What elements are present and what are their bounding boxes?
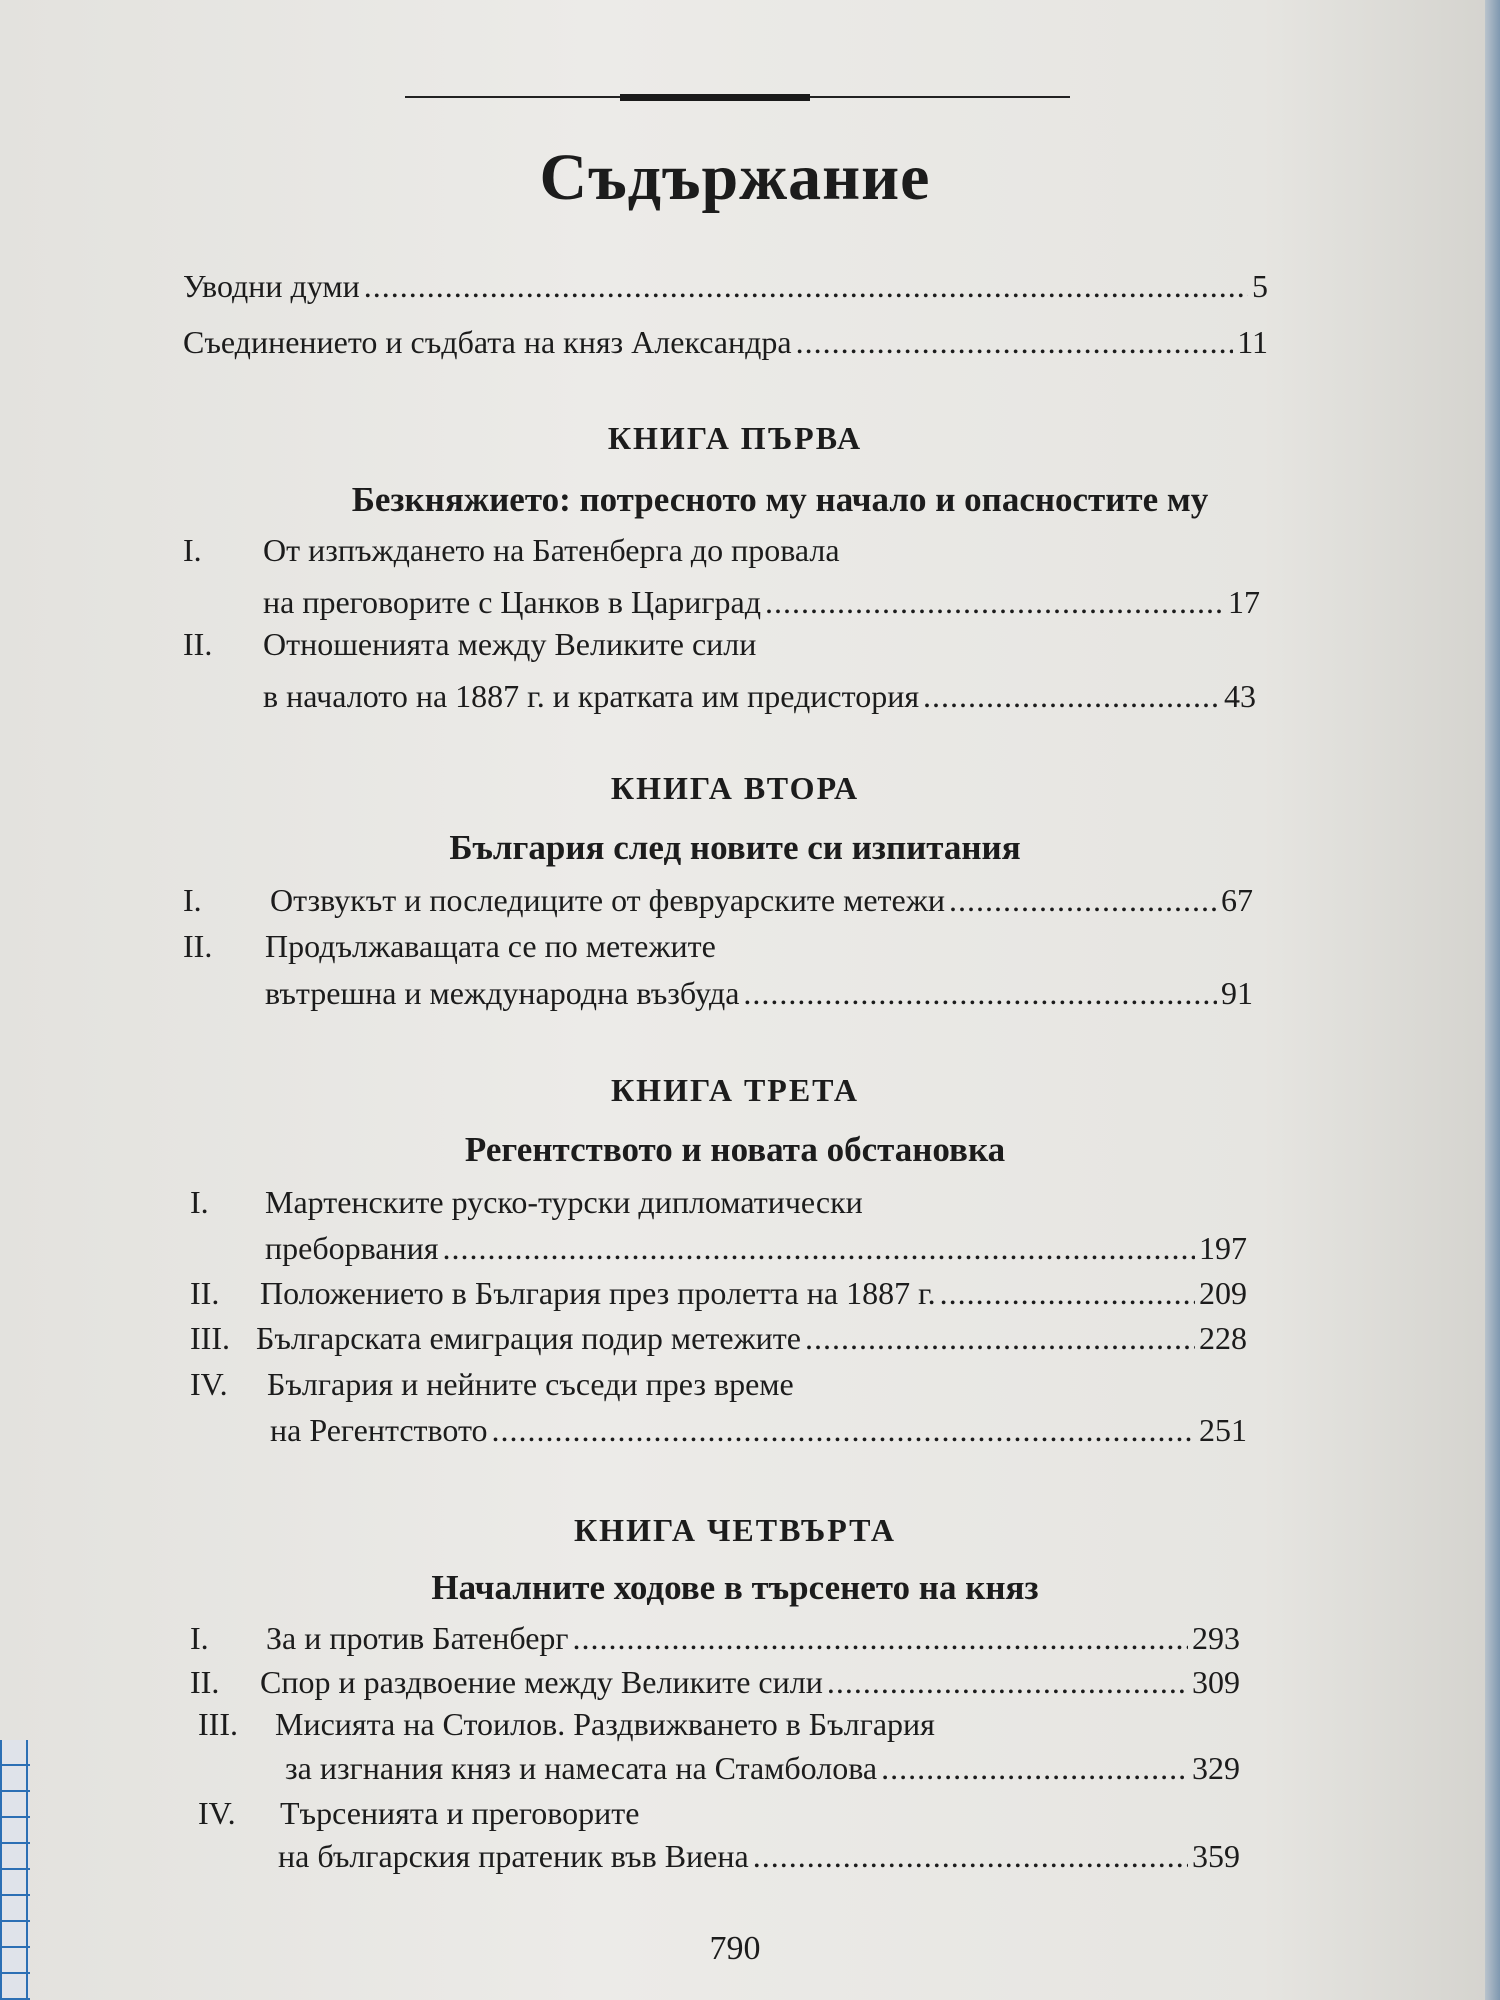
dot-leader <box>492 1412 1195 1449</box>
chapter-number: IV. <box>198 1795 236 1831</box>
dot-leader <box>923 678 1220 715</box>
chapter-line: Продължаващата се по метежите <box>265 928 716 964</box>
chapter-line: преборвания <box>265 1230 439 1266</box>
toc-entry-text: Съединението и съдбата на княз Александра <box>183 324 792 360</box>
toc-entry <box>183 268 1268 305</box>
chapter-line: на Регентството <box>270 1412 488 1448</box>
chapter-number: III. <box>198 1706 238 1742</box>
chapter-line: От изпъждането на Батенберга до провала <box>263 532 840 568</box>
book-subtitle: Безкняжието: потресното му начало и опасностите му <box>351 480 1209 519</box>
toc-entry <box>183 324 1268 361</box>
chapter-line: Мисията на Стоилов. Раздвижването в България <box>275 1706 935 1742</box>
book-heading: КНИГА ТРЕТА <box>610 1072 860 1108</box>
toc-page: 11 <box>1237 324 1268 360</box>
chapter-line: Спор и раздвоение между Великите сили <box>260 1664 823 1700</box>
toc-page: 359 <box>1192 1838 1240 1874</box>
dot-leader <box>881 1750 1188 1787</box>
toc-entry-text: Уводни думи <box>183 268 360 304</box>
toc-page: 251 <box>1199 1412 1247 1448</box>
chapter-line: Мартенските руско-турски дипломатически <box>265 1184 863 1220</box>
page-title: Съдържание <box>539 141 931 214</box>
book-heading: КНИГА ЧЕТВЪРТА <box>573 1512 897 1548</box>
chapter-number: II. <box>190 1275 220 1311</box>
chapter-number: I. <box>183 882 202 918</box>
toc-page: 293 <box>1192 1620 1240 1656</box>
chapter-line: в началото на 1887 г. и кратката им предистория <box>263 678 920 714</box>
toc-page: 209 <box>1199 1275 1247 1311</box>
chapter-line: на преговорите с Цанков в Цариград <box>263 584 762 620</box>
chapter-line: за изгнания княз и намесата на Стамболова <box>285 1750 878 1786</box>
dot-leader <box>364 268 1248 305</box>
toc-page: 91 <box>1221 975 1253 1011</box>
toc-page: 5 <box>1252 268 1268 304</box>
chapter-line: Търсенията и преговорите <box>280 1795 640 1831</box>
chapter-number: II. <box>183 626 213 662</box>
toc-entry <box>190 1664 1240 1701</box>
dot-leader <box>442 1230 1195 1267</box>
page-edge <box>1485 0 1500 2000</box>
chapter-line: Положението в България през пролетта на 1887 г. <box>260 1275 936 1311</box>
toc-page: 329 <box>1192 1750 1240 1786</box>
header-rule-accent <box>620 94 810 101</box>
page-number: 790 <box>709 1930 761 1967</box>
dot-leader <box>753 1838 1188 1875</box>
dot-leader <box>827 1664 1188 1701</box>
toc-page: 228 <box>1199 1320 1247 1356</box>
toc-entry <box>190 1320 1247 1357</box>
dot-leader <box>743 975 1217 1012</box>
toc-entry <box>270 1412 1247 1449</box>
toc-entry <box>278 1838 1240 1875</box>
chapter-line: Българската емиграция подир метежите <box>256 1320 801 1356</box>
toc-page: 67 <box>1221 882 1253 918</box>
toc-entry <box>263 678 1256 715</box>
toc-page: 43 <box>1224 678 1256 714</box>
dot-leader <box>949 882 1217 919</box>
chapter-line: на българския пратеник във Виена <box>278 1838 749 1874</box>
chapter-number: I. <box>183 532 202 568</box>
chapter-number: I. <box>190 1620 209 1656</box>
book-subtitle: България след новите си изпитания <box>449 828 1021 867</box>
chapter-number: I. <box>190 1184 209 1220</box>
chapter-number: II. <box>183 928 213 964</box>
chapter-line: вътрешна и международна възбуда <box>265 975 740 1011</box>
book-subtitle: Регентството и новата обстановка <box>464 1130 1006 1169</box>
dot-leader <box>573 1620 1188 1657</box>
dot-leader <box>805 1320 1195 1357</box>
toc-entry <box>183 882 1253 919</box>
toc-entry <box>263 584 1260 621</box>
chapter-line: Отзвукът и последиците от февруарските метежи <box>270 882 945 918</box>
toc-entry <box>265 975 1253 1012</box>
toc-entry <box>190 1275 1247 1312</box>
chapter-number: II. <box>190 1664 220 1700</box>
chapter-line: За и против Батенберг <box>266 1620 569 1656</box>
dot-leader <box>796 324 1234 361</box>
chapter-number: III. <box>190 1320 230 1356</box>
chapter-line: България и нейните съседи през време <box>267 1366 794 1402</box>
chapter-number: IV. <box>190 1366 228 1402</box>
chapter-line: Отношенията между Великите сили <box>263 626 757 662</box>
book-subtitle: Началните ходове в търсенето на княз <box>431 1568 1039 1607</box>
book-heading: КНИГА ПЪРВА <box>607 420 863 456</box>
dot-leader <box>940 1275 1195 1312</box>
toc-entry <box>190 1620 1240 1657</box>
dot-leader <box>765 584 1224 621</box>
toc-entry <box>265 1230 1247 1267</box>
toc-page: 17 <box>1228 584 1260 620</box>
toc-page: 309 <box>1192 1664 1240 1700</box>
toc-page: 197 <box>1199 1230 1247 1266</box>
toc-entry <box>285 1750 1240 1787</box>
book-heading: КНИГА ВТОРА <box>610 770 860 806</box>
